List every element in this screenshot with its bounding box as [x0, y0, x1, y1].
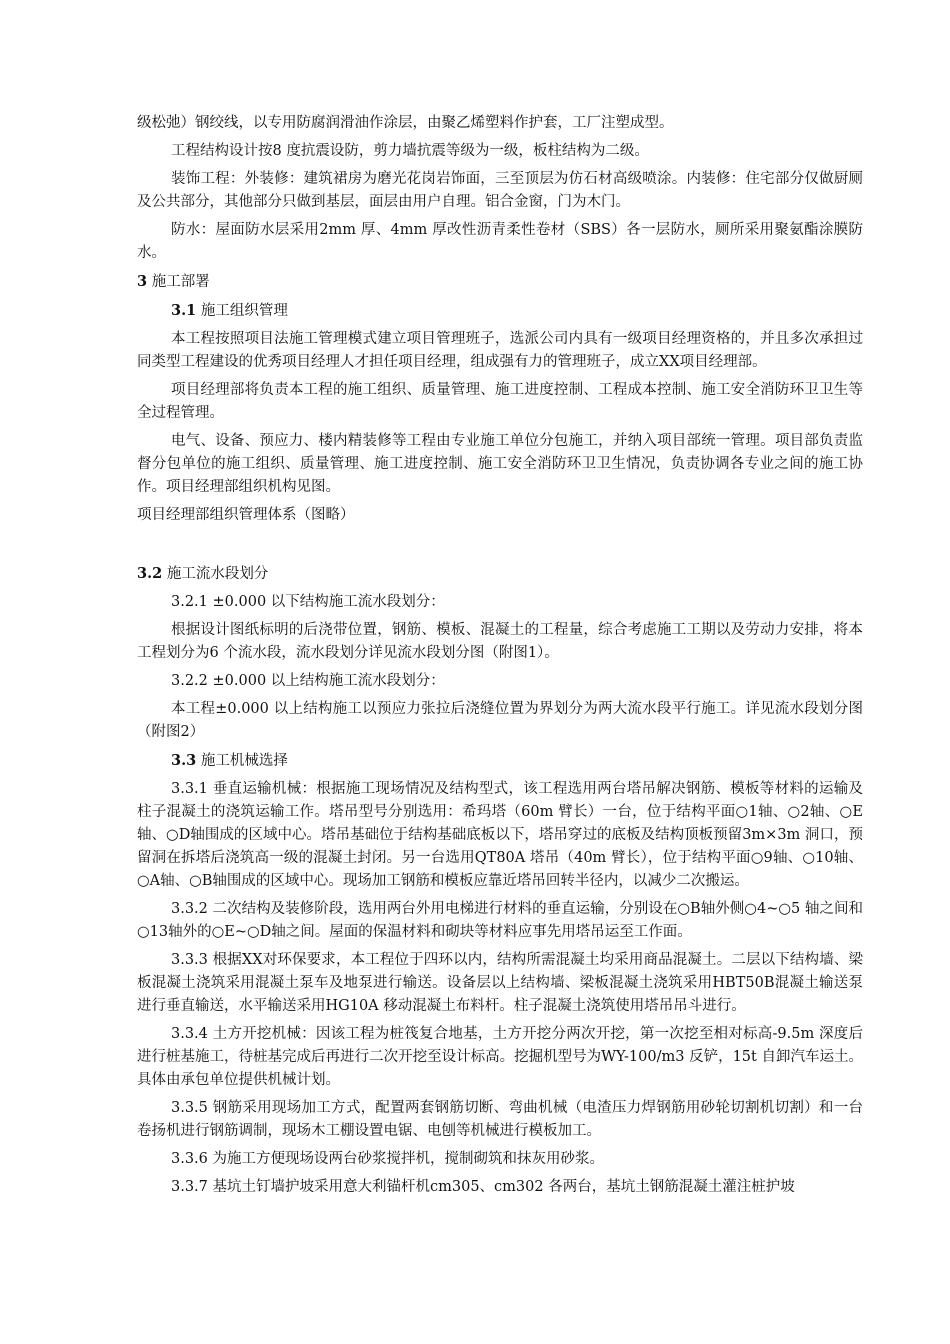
section-heading-3-2: [137, 562, 863, 586]
paragraph-steel-strand: 级松弛）钢绞线，以专用防腐润滑油作涂层，由聚乙烯塑料作护套，工厂注塑成型。: [137, 115, 674, 131]
section-title: 施工组织管理: [200, 303, 288, 319]
paragraph-3-3-6: 3.3.6 为施工方便现场设两台砂浆搅拌机，搅制砌筑和抹灰用砂浆。: [171, 1151, 605, 1167]
paragraph-segments-above: 本工程±0.000 以上结构施工以预应力张拉后浇缝位置为界划分为两大流水段平行施工。详见流水段划分图（附图2）: [137, 701, 863, 740]
section-heading-3: [137, 270, 863, 294]
paragraph-3-3-5: 3.3.5 钢筋采用现场加工方式，配置两套钢筋切断、弯曲机械（电渣压力焊钢筋用砂轮切割机切割）和一台卷扬机进行钢筋调制，现场木工棚设置电锯、电刨等机械进行模板加工。: [137, 1100, 863, 1139]
paragraph-3-3-4: 3.3.4 土方开挖机械：因该工程为桩筏复合地基，土方开挖分两次开挖，第一次挖至相对标高-9.5m 深度后进行桩基施工，待桩基完成后再进行二次开挖至设计标高。挖掘机型号为WY-100/m3 反铲，15t 自卸汽车运土。具体由承包单位提供机械计划。: [137, 1026, 863, 1088]
section-title: 施工部署: [151, 274, 210, 290]
section-number: 3.2: [137, 565, 163, 582]
spacer: [137, 532, 863, 562]
paragraph-segments-below: 根据设计图纸标明的后浇带位置，钢筋、模板、混凝土的工程量，综合考虑施工工期以及劳动力安排，将本工程划分为6 个流水段，流水段划分详见流水段划分图（附图1）。: [137, 622, 863, 661]
paragraph-3-3-7: 3.3.7 基坑土钉墙护坡采用意大利锚杆机cm305、cm302 各两台，基坑土钢筋混凝土灌注桩护坡: [171, 1179, 795, 1195]
document-body: [137, 112, 863, 1204]
figure-caption: 项目经理部组织管理体系（图略）: [137, 507, 355, 523]
section-title: 施工机械选择: [200, 753, 288, 769]
paragraph-seismic: 工程结构设计按8 度抗震设防，剪力墙抗震等级为一级，板柱结构为二级。: [171, 143, 649, 159]
paragraph-3-3-2: 3.3.2 二次结构及装修阶段，选用两台外用电梯进行材料的垂直运输，分别设在○B轴外侧○4~○5 轴之间和○13轴外的○E~○D轴之间。屋面的保温材料和砌块等材料应事先用塔吊运至工作面。: [137, 901, 863, 940]
paragraph-3-3-3: 3.3.3 根据XX对环保要求，本工程位于四环以内，结构所需混凝土均采用商品混凝土。二层以下结构墙、梁板混凝土浇筑采用混凝土泵车及地泵进行输送。设备层以上结构墙、梁板混凝土浇筑采用HBT50B混凝土输送泵进行垂直输送，水平输送采用HG10A 移动混凝土布料杆。柱子混凝土浇筑使用塔吊吊斗进行。: [137, 952, 863, 1014]
paragraph-decoration: 装饰工程：外装修：建筑裙房为磨光花岗岩饰面，三至顶层为仿石材高级喷涂。内装修：住宅部分仅做厨厕及公共部分，其他部分只做到基层，面层由用户自理。铝合金窗，门为木门。: [137, 171, 863, 210]
paragraph-project-team: 本工程按照项目法施工管理模式建立项目管理班子，选派公司内具有一级项目经理资格的，并且多次承担过同类型工程建设的优秀项目经理人才担任项目经理，组成强有力的管理班子，成立XX项目经理部。: [137, 331, 863, 370]
paragraph-3-3-1: 3.3.1 垂直运输机械：根据施工现场情况及结构型式，该工程选用两台塔吊解决钢筋、模板等材料的运输及柱子混凝土的浇筑运输工作。塔吊型号分别选用：希玛塔（60m 臂长）一台，位于结构平面○1轴、○2轴、○E轴、○D轴围成的区域中心。塔吊基础位于结构基础底板以下，塔吊穿过的底板及结构顶板预留3m×3m 洞口，预留洞在拆塔后浇筑高一级的混凝土封闭。另一台选用QT80A 塔吊（40m 臂长），位于结构平面○9轴、○10轴、○A轴、○B轴围成的区域中心。现场加工钢筋和模板应靠近塔吊回转半径内，以减少二次搬运。: [137, 781, 863, 889]
section-number: 3.1: [171, 302, 197, 319]
subheading-3-2-1: 3.2.1 ±0.000 以下结构施工流水段划分：: [171, 594, 445, 610]
section-number: 3.3: [171, 752, 197, 769]
section-number: 3: [137, 273, 148, 290]
section-title: 施工流水段划分: [166, 566, 269, 582]
section-heading-3-3: [137, 749, 863, 773]
section-heading-3-1: [137, 299, 863, 323]
paragraph-waterproofing: 防水：屋面防水层采用2mm 厚、4mm 厚改性沥青柔性卷材（SBS）各一层防水，厕所采用聚氨酯涂膜防水。: [137, 222, 863, 261]
paragraph-subcontract: 电气、设备、预应力、楼内精装修等工程由专业施工单位分包施工，并纳入项目部统一管理。项目部负责监督分包单位的施工组织、质量管理、施工进度控制、施工安全消防环卫卫生情况，负责协调各专业之间的施工协作。项目经理部组织机构见图。: [137, 433, 863, 495]
paragraph-responsibility: 项目经理部将负责本工程的施工组织、质量管理、施工进度控制、工程成本控制、施工安全消防环卫卫生等全过程管理。: [137, 382, 863, 421]
subheading-3-2-2: 3.2.2 ±0.000 以上结构施工流水段划分：: [171, 673, 445, 689]
